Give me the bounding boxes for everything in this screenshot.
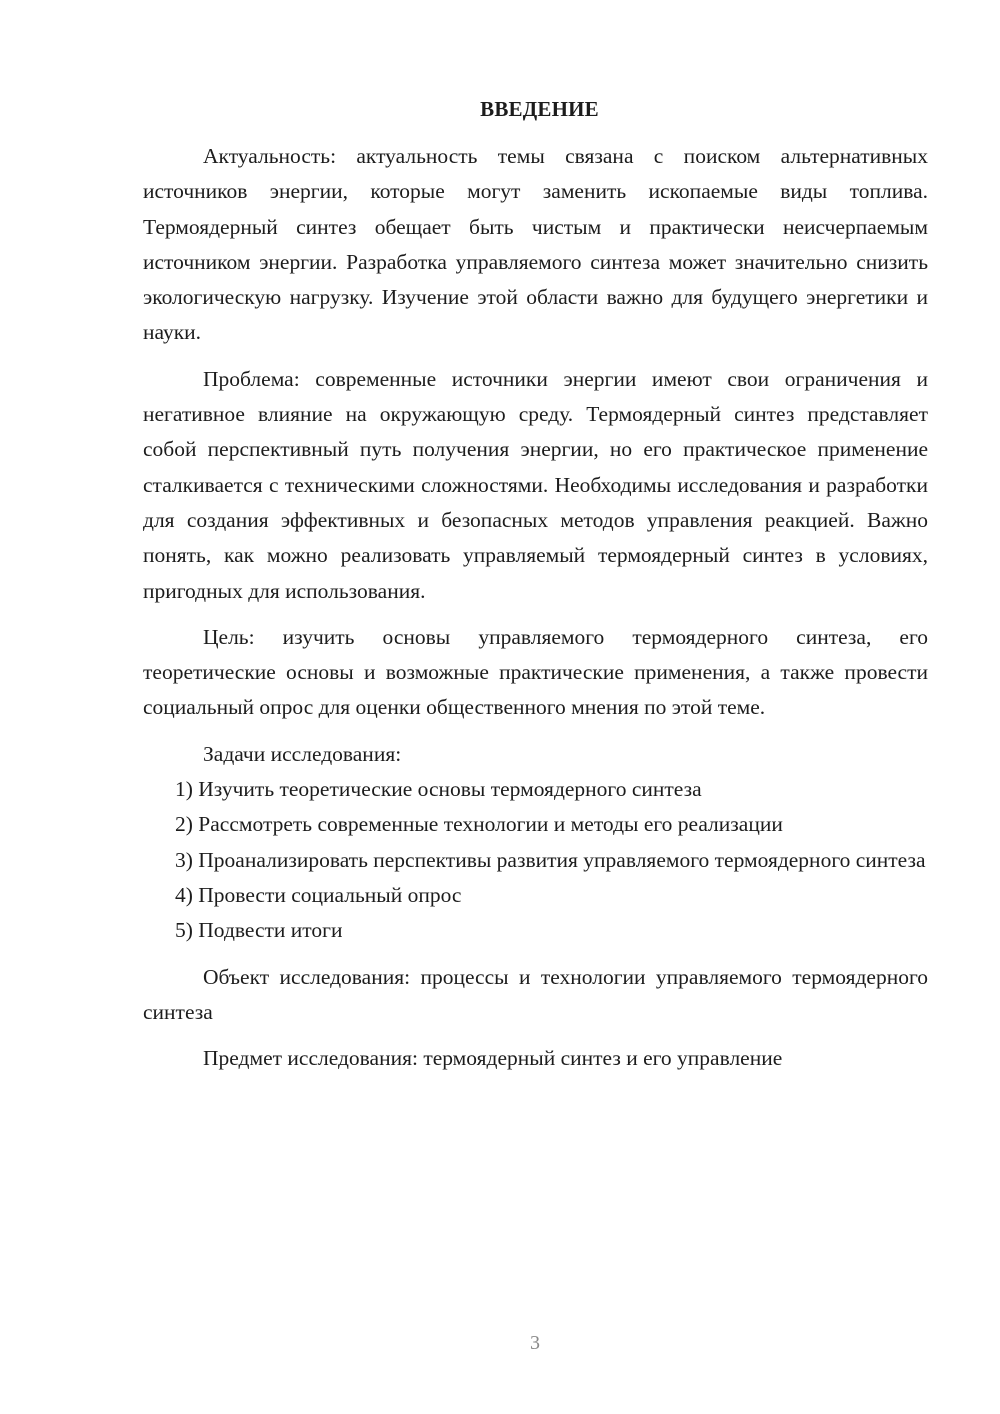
task-item-2: 2) Рассмотреть современные технологии и методы его реализации [175, 812, 783, 837]
task-item-5: 5) Подвести итоги [175, 918, 343, 943]
task-item-3: 3) Проанализировать перспективы развития управляемого термоядерного синтеза [175, 847, 926, 872]
paragraph-relevance: Актуальность: актуальность темы связана с поиском альтернативных источников энергии, которые могут заменить ископаемые виды топлива. Термоядерный синтез обещает быть чистым и практически неисчерпаемым источником энергии. Разработка управляемого синтеза может значительно снизить экологическую нагрузку. Изучение этой области важно для будущего энергетики и науки. [143, 144, 928, 345]
document-page [143, 92, 928, 1076]
section-title: ВВЕДЕНИЕ [480, 97, 599, 121]
paragraph-object: Объект исследования: процессы и технологии управляемого термоядерного синтеза [143, 964, 928, 1024]
tasks-heading: Задачи исследования: [203, 741, 402, 766]
paragraph-problem: Проблема: современные источники энергии имеют свои ограничения и негативное влияние на окружающую среду. Термоядерный синтез представляет собой перспективный путь получения энергии, но его практическое применение сталкивается с техническими сложностями. Необходимы исследования и разработки для создания эффективных и безопасных методов управления реакцией. Важно понять, как можно реализовать управляемый термоядерный синтез в условиях, пригодных для использования. [143, 366, 928, 603]
paragraph-subject: Предмет исследования: термоядерный синтез и его управление [203, 1046, 783, 1071]
task-item-1: 1) Изучить теоретические основы термоядерного синтеза [175, 777, 702, 802]
paragraph-goal: Цель: изучить основы управляемого термоядерного синтеза, его теоретические основы и возможные практические применения, а также провести социальный опрос для оценки общественного мнения по этой теме. [143, 624, 928, 720]
page-number: 3 [530, 1332, 540, 1354]
task-item-4: 4) Провести социальный опрос [175, 882, 462, 907]
